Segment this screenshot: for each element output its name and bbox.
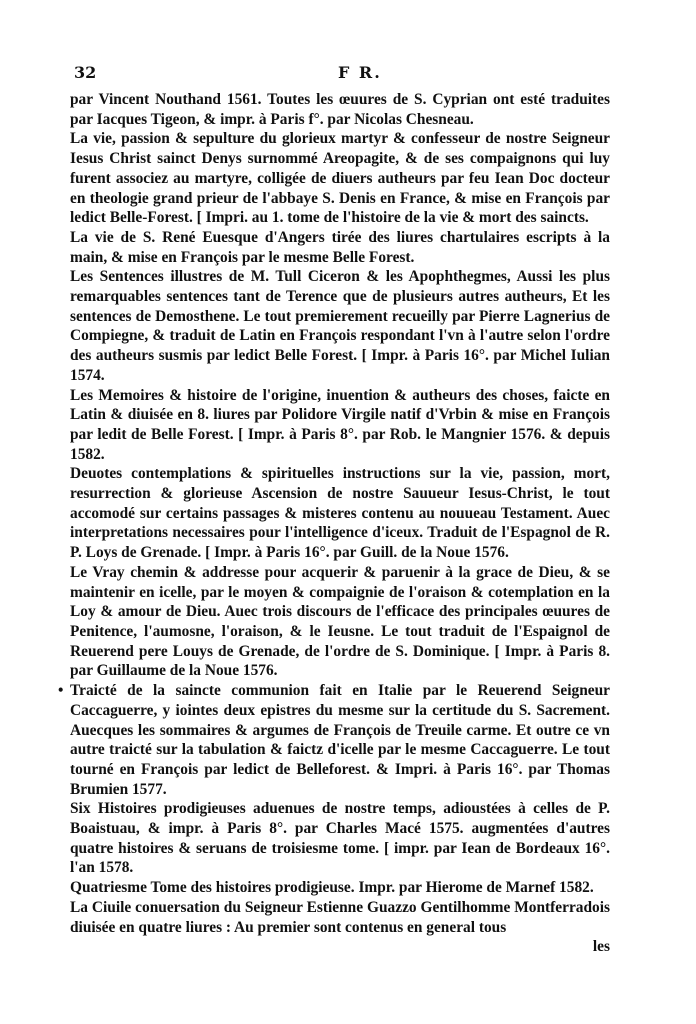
catalogue-entry: La vie, passion & sepulture du glorieux martyr & confesseur de nostre Seigneur Iesus Christ sainct Denys surnommé Areopagite, & de ses compaignons qui luy furent associez au martyre, colligée de diuers autheurs par feu Iean Doc docteur en theologie grand prieur de l'abbaye S. Denis en France, & mise en François par ledict Belle-Forest. [ Impri. au 1. tome de l'histoire de la vie & mort des saincts. bbox=[70, 130, 610, 227]
catalogue-entry: Les Sentences illustres de M. Tull Ciceron & les Apophthegmes, Aussi les plus remarquables sentences tant de Terence que de plusieurs autres autheurs, Et les sentences de Demosthene. Le tout premierement recueilly par Pierre Lagnerius de Compiegne, & traduit de Latin en François respondant l'vn à l'autre selon l'ordre des autheurs susmis par ledict Belle Forest. [ Impr. à Paris 16°. par Michel Iulian 1574. bbox=[70, 268, 610, 384]
catalogue-entry: Deuotes contemplations & spirituelles instructions sur la vie, passion, mort, resurrection & glorieuse Ascension de nostre Sauueur Iesus-Christ, le tout accomodé sur certains passages & misteres contenu au nouueau Testament. Auec interpretations necessaires pour l'intelligence d'iceux. Traduit de l'Espagnol de R. P. Loys de Grenade. [ Impr. à Paris 16°. par Guill. de la Noue 1576. bbox=[70, 465, 610, 562]
catalogue-entry: Les Memoires & histoire de l'origine, inuention & autheurs des choses, faicte en Latin & diuisée en 8. liures par Polidore Virgile natif d'Vrbin & mise en François par ledit de Belle Forest. [ Impr. à Paris 8°. par Rob. le Mangnier 1576. & depuis 1582. bbox=[70, 386, 610, 463]
catalogue-entry: La Ciuile conuersation du Seigneur Estienne Guazzo Gentilhomme Montferradois diuisée en quatre liures : Au premier sont contenus en general tous bbox=[70, 898, 610, 936]
catchword: les bbox=[592, 938, 610, 956]
catalogue-entry: • Traicté de la saincte communion fait en Italie par le Reuerend Seigneur Caccaguerre, y iointes deux epistres du mesme sur la certitude du S. Sacrement. Auecques les sommaires & argumes de François de Treuile carme. Et outre ce vn autre traicté sur la tabulation & faictz d'icelle par le mesme Caccaguerre. Le tout tourné en François par ledict de Belleforest. & Impri. à Paris 16°. par Thomas Brumien 1577. bbox=[70, 681, 610, 799]
catalogue-entry: Le Vray chemin & addresse pour acquerir & paruenir à la grace de Dieu, & se maintenir en icelle, par le moyen & compaignie de l'oraison & cotemplation en la Loy & amour de Dieu. Auec trois discours de l'efficace des principales œuures de Penitence, l'aumosne, l'oraison, & le Ieusne. Le tout traduit de l'Espaignol de Reuerend pere Louys de Grenade, de l'ordre de S. Dominique. [ Impr. à Paris 8. par Guillaume de la Noue 1576. bbox=[70, 563, 610, 680]
catalogue-entry: par Vincent Nouthand 1561. Toutes les œuures de S. Cyprian ont esté traduites par Iacques Tigeon, & impr. à Paris f°. par Nicolas Chesneau. bbox=[70, 91, 610, 128]
catalogue-entry: La vie de S. René Euesque d'Angers tirée des liures chartulaires escripts à la main, & mise en François par le mesme Belle Forest. bbox=[70, 228, 610, 266]
page-header bbox=[74, 63, 634, 87]
running-head: F R. bbox=[338, 63, 382, 82]
page-number: 32 bbox=[74, 63, 97, 82]
catalogue-entry: Six Histoires prodigieuses aduenues de nostre temps, adioustées à celles de P. Boaistuau, & impr. à Paris 8°. par Charles Macé 1575. augmentées d'autres quatre histoires & seruans de troisiesme tome. [ impr. par Iean de Bordeaux 16°. l'an 1578. bbox=[70, 800, 610, 877]
catalogue-entry: Quatriesme Tome des histoires prodigieuse. Impr. par Hierome de Marnef 1582. bbox=[70, 879, 594, 897]
catalogue-text bbox=[70, 90, 610, 957]
